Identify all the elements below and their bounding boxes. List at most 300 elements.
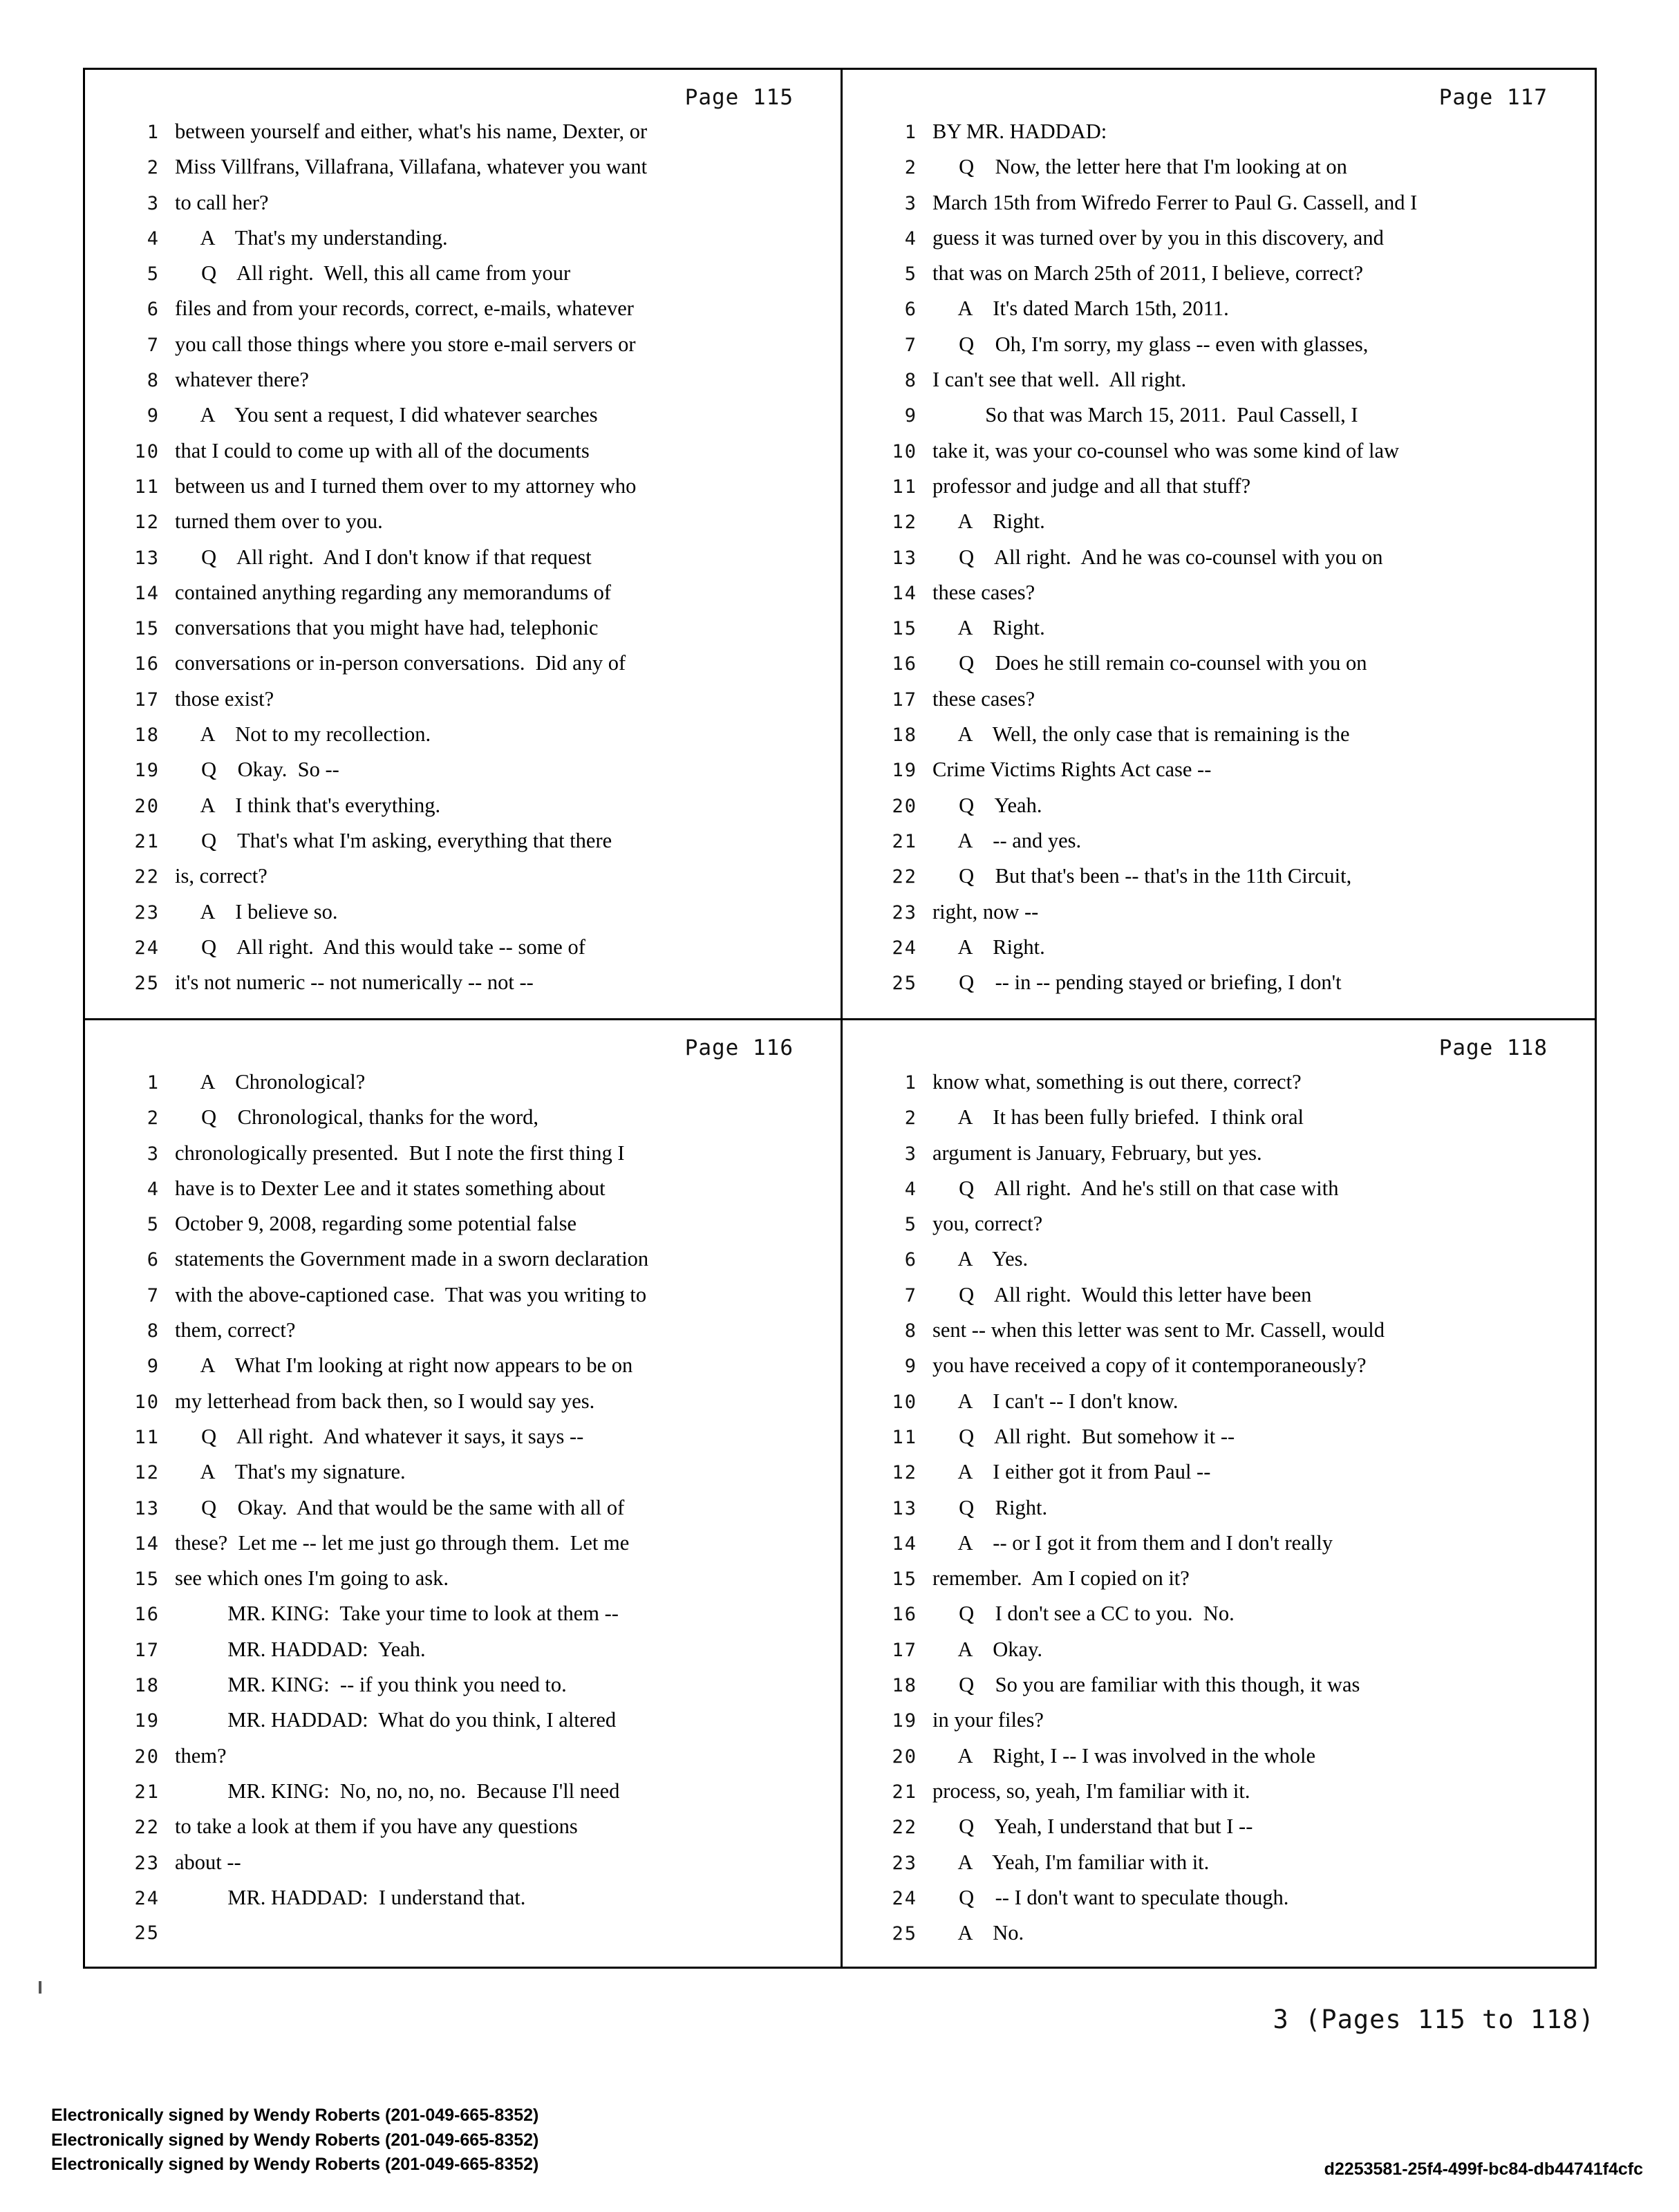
- transcript-line: [843, 263, 1595, 298]
- transcript-line: [85, 1709, 841, 1745]
- transcript-line: [85, 1107, 841, 1142]
- line-text: Q So you are familiar with this though, it was: [932, 1673, 1360, 1697]
- line-number: 23: [892, 901, 917, 924]
- line-number: 6: [904, 299, 917, 321]
- line-text: professor and judge and all that stuff?: [932, 474, 1251, 498]
- line-text: Q -- in -- pending stayed or briefing, I don't: [932, 971, 1342, 995]
- line-number: 8: [147, 370, 160, 392]
- line-number: 8: [904, 370, 917, 392]
- line-number: 17: [892, 688, 917, 711]
- line-text: is, correct?: [175, 864, 268, 888]
- line-number: 22: [134, 866, 160, 888]
- transcript-line: [843, 227, 1595, 263]
- line-text: A No.: [932, 1921, 1024, 1945]
- line-text: whatever there?: [175, 368, 309, 392]
- page-number-heading: Page 117: [1438, 85, 1548, 110]
- line-text: to take a look at them if you have any questions: [175, 1815, 578, 1839]
- line-text: Q All right. Well, this all came from your: [175, 261, 571, 285]
- transcript-line: [85, 901, 841, 937]
- transcript-line: [85, 1391, 841, 1426]
- line-text: Q Yeah.: [932, 793, 1042, 817]
- line-text: March 15th from Wifredo Ferrer to Paul G. Cassell, and I: [932, 190, 1418, 214]
- transcript-line: [843, 865, 1595, 901]
- line-number: 18: [134, 1675, 160, 1697]
- line-number: 19: [892, 1710, 917, 1732]
- line-number: 4: [147, 1178, 160, 1200]
- line-text: MR. KING: -- if you think you need to.: [175, 1673, 567, 1697]
- page-range-footer: 3 (Pages 115 to 118): [1273, 2005, 1595, 2034]
- line-number: 24: [134, 937, 160, 959]
- transcript-line: [85, 121, 841, 156]
- transcript-line: [843, 1852, 1595, 1887]
- line-number: 1: [147, 122, 160, 143]
- transcript-line: [843, 1107, 1595, 1142]
- line-number: 3: [147, 1143, 160, 1165]
- line-number: 18: [134, 724, 160, 747]
- line-number: 4: [904, 227, 917, 250]
- line-number: 12: [134, 1462, 160, 1484]
- transcript-line: [85, 1887, 841, 1922]
- transcript-line: [843, 582, 1595, 617]
- transcript-line: [85, 688, 841, 724]
- page-number-heading: Page 115: [684, 85, 794, 110]
- line-number: 9: [904, 1356, 917, 1378]
- line-number: 25: [134, 973, 160, 995]
- line-text: MR. HADDAD: What do you think, I altered: [175, 1708, 617, 1732]
- line-text: Q But that's been -- that's in the 11th Circuit,: [932, 864, 1352, 888]
- line-text: October 9, 2008, regarding some potential false: [175, 1212, 577, 1236]
- line-text: Q Chronological, thanks for the word,: [175, 1105, 539, 1130]
- transcript-line: [843, 1816, 1595, 1851]
- line-text: argument is January, February, but yes.: [932, 1141, 1262, 1165]
- line-number: 14: [892, 1533, 917, 1555]
- signature-line: Electronically signed by Wendy Roberts (201-049-665-8352): [51, 2106, 539, 2125]
- transcript-line: [85, 369, 841, 404]
- line-number: 6: [147, 1249, 160, 1271]
- line-text: Q -- I don't want to speculate though.: [932, 1885, 1289, 1909]
- line-number: 5: [904, 263, 917, 285]
- transcript-line: [843, 1178, 1595, 1213]
- line-text: conversations that you might have had, telephonic: [175, 616, 599, 640]
- line-text: A Not to my recollection.: [175, 722, 431, 747]
- page-number-heading: Page 118: [1438, 1035, 1548, 1060]
- transcript-page-116: [85, 1020, 841, 1969]
- line-number: 1: [904, 1072, 917, 1094]
- line-text: contained anything regarding any memorandums of: [175, 580, 611, 604]
- line-number: 17: [892, 1639, 917, 1661]
- edge-mark: [39, 1981, 41, 1994]
- transcript-line: [85, 227, 841, 263]
- line-text: Q Okay. And that would be the same with all of: [175, 1495, 625, 1519]
- transcript-line: [85, 1248, 841, 1284]
- line-number: 9: [147, 405, 160, 427]
- line-number: 8: [147, 1320, 160, 1342]
- line-text: files and from your records, correct, e-mails, whatever: [175, 297, 634, 321]
- line-text: them, correct?: [175, 1318, 296, 1342]
- transcript-page-117: [843, 70, 1595, 1018]
- transcript-line: [843, 1391, 1595, 1426]
- transcript-line: [843, 653, 1595, 688]
- transcript-line: [85, 1639, 841, 1674]
- line-number: 10: [134, 1391, 160, 1413]
- line-text: Q Okay. So --: [175, 758, 339, 782]
- line-text: remember. Am I copied on it?: [932, 1566, 1190, 1591]
- line-number: 21: [134, 1781, 160, 1803]
- line-number: 9: [147, 1356, 160, 1378]
- transcript-line: [85, 156, 841, 191]
- transcript-line: [843, 1568, 1595, 1603]
- line-number: 10: [134, 440, 160, 462]
- line-text: take it, was your co-counsel who was some kind of law: [932, 438, 1400, 462]
- transcript-line: [843, 1674, 1595, 1709]
- transcript-line: [843, 1603, 1595, 1638]
- line-text: that I could to come up with all of the documents: [175, 438, 590, 462]
- line-number: 13: [134, 1497, 160, 1519]
- transcript-line: [85, 1603, 841, 1638]
- line-number: 14: [134, 1533, 160, 1555]
- line-number: 3: [904, 1143, 917, 1165]
- transcript-line: [843, 688, 1595, 724]
- line-text: A -- or I got it from them and I don't really: [932, 1530, 1333, 1555]
- line-number: 7: [904, 1284, 917, 1306]
- line-number: 18: [892, 724, 917, 747]
- line-text: Q That's what I'm asking, everything that there: [175, 828, 612, 852]
- line-number: 15: [892, 618, 917, 640]
- transcript-line: [85, 1461, 841, 1497]
- line-number: 17: [134, 1639, 160, 1661]
- transcript-line: [85, 1355, 841, 1390]
- line-text: with the above-captioned case. That was you writing to: [175, 1282, 647, 1306]
- transcript-line: [85, 511, 841, 546]
- line-text: guess it was turned over by you in this discovery, and: [932, 225, 1384, 250]
- transcript-line: [85, 1071, 841, 1107]
- line-text: Q All right. And this would take -- some of: [175, 935, 585, 959]
- line-text: A Okay.: [932, 1637, 1042, 1661]
- transcript-line: [85, 582, 841, 617]
- transcript-line: [843, 1071, 1595, 1107]
- line-text: sent -- when this letter was sent to Mr. Cassell, would: [932, 1318, 1385, 1342]
- transcript-line: [843, 1922, 1595, 1958]
- line-number: 1: [147, 1072, 160, 1094]
- line-number: 1: [904, 122, 917, 143]
- line-text: Crime Victims Rights Act case --: [932, 758, 1212, 782]
- transcript-line: [85, 1781, 841, 1816]
- line-text: Q Does he still remain co-counsel with you on: [932, 651, 1367, 675]
- line-text: in your files?: [932, 1708, 1044, 1732]
- line-number: 2: [904, 157, 917, 179]
- line-text: Q All right. But somehow it --: [932, 1424, 1235, 1448]
- transcript-line: [85, 1178, 841, 1213]
- line-text: them?: [175, 1743, 227, 1768]
- line-text: Q All right. And I don't know if that request: [175, 545, 592, 569]
- line-number: 5: [904, 1214, 917, 1236]
- line-text: MR. KING: No, no, no, no. Because I'll need: [175, 1779, 620, 1803]
- line-number: 2: [147, 1107, 160, 1130]
- line-text: between us and I turned them over to my attorney who: [175, 474, 637, 498]
- line-number: 7: [147, 1284, 160, 1306]
- line-text: you have received a copy of it contemporaneously?: [932, 1353, 1367, 1378]
- line-text: these cases?: [932, 686, 1035, 711]
- line-text: A I think that's everything.: [175, 793, 441, 817]
- line-text: A That's my understanding.: [175, 225, 448, 250]
- line-number: 22: [134, 1817, 160, 1839]
- line-number: 13: [134, 547, 160, 569]
- transcript-line: [843, 1530, 1595, 1568]
- transcript-line: [843, 476, 1595, 511]
- transcript-line: [85, 972, 841, 1007]
- transcript-line: [843, 192, 1595, 227]
- line-text: Q All right. And he was co-counsel with you on: [932, 545, 1383, 569]
- line-number: 23: [134, 901, 160, 924]
- line-text: Q I don't see a CC to you. No.: [932, 1602, 1235, 1626]
- transcript-line: [85, 334, 841, 369]
- transcript-line: [85, 192, 841, 227]
- line-list: [843, 121, 1595, 1007]
- transcript-line: [85, 653, 841, 688]
- transcript-line: [843, 972, 1595, 1007]
- transcript-line: [843, 759, 1595, 794]
- line-text: BY MR. HADDAD:: [932, 120, 1107, 143]
- transcript-line: [843, 724, 1595, 759]
- line-number: 3: [147, 192, 160, 214]
- line-text: Q All right. And he's still on that case with: [932, 1176, 1339, 1200]
- line-number: 21: [134, 830, 160, 852]
- line-text: MR. KING: Take your time to look at them --: [175, 1602, 619, 1626]
- line-number: 12: [892, 1462, 917, 1484]
- line-number: 22: [892, 866, 917, 888]
- line-text: statements the Government made in a sworn declaration: [175, 1247, 649, 1271]
- line-number: 19: [134, 1710, 160, 1732]
- line-number: 21: [892, 1781, 917, 1803]
- line-number: 2: [147, 157, 160, 179]
- transcript-line: [85, 1320, 841, 1355]
- transcript-line: [843, 830, 1595, 865]
- transcript-line: [85, 1816, 841, 1851]
- line-text: Q Now, the letter here that I'm looking at on: [932, 155, 1347, 179]
- transcript-page-115: [85, 70, 841, 1018]
- line-text: Q Right.: [932, 1495, 1048, 1519]
- line-number: 13: [892, 1497, 917, 1519]
- line-number: 16: [892, 1604, 917, 1626]
- line-text: have is to Dexter Lee and it states something about: [175, 1176, 606, 1200]
- line-text: those exist?: [175, 686, 274, 711]
- transcript-line: [85, 795, 841, 830]
- transcript-line: [85, 476, 841, 511]
- line-number: 24: [134, 1887, 160, 1909]
- transcript-line: [843, 1213, 1595, 1248]
- transcript-line: [843, 156, 1595, 191]
- transcript-line: [843, 1781, 1595, 1816]
- transcript-line: [843, 1461, 1595, 1497]
- line-number: 17: [134, 688, 160, 711]
- line-number: 5: [147, 1214, 160, 1236]
- line-number: 15: [134, 1568, 160, 1591]
- transcript-line: [843, 795, 1595, 830]
- line-list: [843, 1071, 1595, 1958]
- line-text: between yourself and either, what's his name, Dexter, or: [175, 120, 648, 143]
- line-number: 7: [904, 334, 917, 356]
- line-text: that was on March 25th of 2011, I believe, correct?: [932, 261, 1364, 285]
- line-text: conversations or in-person conversations. Did any of: [175, 651, 626, 675]
- line-number: 6: [904, 1249, 917, 1271]
- line-text: A I can't -- I don't know.: [932, 1389, 1179, 1413]
- line-text: A Right.: [932, 616, 1045, 640]
- line-text: MR. HADDAD: I understand that.: [175, 1885, 526, 1909]
- line-text: Q All right. Would this letter have been: [932, 1282, 1312, 1306]
- line-text: A That's my signature.: [175, 1460, 406, 1484]
- transcript-line: [843, 1143, 1595, 1178]
- page-number-heading: Page 116: [684, 1035, 794, 1060]
- line-number: 2: [904, 1107, 917, 1130]
- line-number: 14: [134, 582, 160, 604]
- line-number: 4: [904, 1178, 917, 1200]
- line-number: 18: [892, 1675, 917, 1697]
- transcript-line: [85, 1568, 841, 1603]
- line-text: Q Yeah, I understand that but I --: [932, 1815, 1253, 1839]
- line-text: about --: [175, 1850, 241, 1874]
- line-number: 3: [904, 192, 917, 214]
- transcript-line: [843, 511, 1595, 546]
- line-text: my letterhead from back then, so I would say yes.: [175, 1389, 595, 1413]
- transcript-line: [85, 404, 841, 440]
- line-text: you, correct?: [932, 1212, 1043, 1236]
- line-text: these cases?: [932, 580, 1035, 604]
- line-number: 15: [892, 1568, 917, 1591]
- line-number: 8: [904, 1320, 917, 1342]
- transcript-line: [85, 1213, 841, 1248]
- transcript-line: [843, 901, 1595, 937]
- transcript-line: [843, 404, 1595, 440]
- electronic-signature-block: [51, 2103, 538, 2177]
- line-number: 12: [134, 512, 160, 534]
- line-number: 5: [147, 263, 160, 285]
- line-text: know what, something is out there, correct?: [932, 1070, 1302, 1094]
- line-number: 20: [134, 1745, 160, 1768]
- transcript-line: [85, 547, 841, 582]
- line-number: 12: [892, 512, 917, 534]
- line-number: 22: [892, 1817, 917, 1839]
- line-text: process, so, yeah, I'm familiar with it.: [932, 1779, 1250, 1803]
- transcript-line: [85, 440, 841, 476]
- transcript-page-118: [843, 1020, 1595, 1969]
- transcript-line: [843, 1745, 1595, 1781]
- line-number: 11: [134, 1426, 160, 1448]
- line-number: 9: [904, 405, 917, 427]
- transcript-line: [85, 1674, 841, 1709]
- line-number: 25: [892, 1923, 917, 1945]
- signature-line: Electronically signed by Wendy Roberts (201-049-665-8352): [51, 2130, 539, 2150]
- line-text: MR. HADDAD: Yeah.: [175, 1637, 426, 1661]
- transcript-line: [85, 1745, 841, 1781]
- line-text: Miss Villfrans, Villafrana, Villafana, whatever you want: [175, 155, 648, 179]
- transcript-line: [843, 1248, 1595, 1284]
- line-text: A Right.: [932, 509, 1045, 534]
- line-text: A -- and yes.: [932, 828, 1082, 852]
- line-number: 16: [134, 653, 160, 675]
- line-text: these? Let me -- let me just go through them. Let me: [175, 1530, 630, 1555]
- line-list: [85, 1071, 841, 1958]
- line-number: 21: [892, 830, 917, 852]
- line-number: 20: [134, 795, 160, 817]
- line-number: 13: [892, 547, 917, 569]
- line-text: So that was March 15, 2011. Paul Cassell, I: [932, 403, 1358, 427]
- transcript-line: [843, 1497, 1595, 1533]
- line-number: 15: [134, 618, 160, 640]
- line-text: A Yeah, I'm familiar with it.: [932, 1850, 1210, 1874]
- line-number: 20: [892, 795, 917, 817]
- transcript-line: [85, 759, 841, 794]
- transcript-line: [85, 1497, 841, 1533]
- line-number: 11: [892, 476, 917, 498]
- line-number: 11: [134, 476, 160, 498]
- transcript-line: [843, 1887, 1595, 1922]
- line-number: 24: [892, 937, 917, 959]
- transcript-line: [843, 1284, 1595, 1320]
- transcript-line: [843, 1639, 1595, 1674]
- line-text: A I either got it from Paul --: [932, 1460, 1211, 1484]
- line-text: to call her?: [175, 190, 269, 214]
- line-number: 10: [892, 1391, 917, 1413]
- transcript-line: [843, 440, 1595, 476]
- transcript-line: [85, 263, 841, 298]
- line-number: 16: [892, 653, 917, 675]
- signature-line: Electronically signed by Wendy Roberts (201-049-665-8352): [51, 2155, 539, 2174]
- line-text: right, now --: [932, 899, 1039, 924]
- transcript-line: [85, 1426, 841, 1461]
- transcript-line: [85, 830, 841, 865]
- line-number: 25: [892, 973, 917, 995]
- line-text: A Right.: [932, 935, 1045, 959]
- line-text: A Right, I -- I was involved in the whole: [932, 1743, 1316, 1768]
- transcript-line: [843, 1320, 1595, 1355]
- transcript-line: [85, 617, 841, 653]
- line-text: see which ones I'm going to ask.: [175, 1566, 449, 1591]
- transcript-line: [843, 369, 1595, 404]
- line-number: 4: [147, 227, 160, 250]
- line-text: turned them over to you.: [175, 509, 383, 534]
- line-text: A It's dated March 15th, 2011.: [932, 297, 1229, 321]
- line-number: 7: [147, 334, 160, 356]
- line-number: 24: [892, 1887, 917, 1909]
- line-text: Q All right. And whatever it says, it says --: [175, 1424, 584, 1448]
- line-text: A What I'm looking at right now appears to be on: [175, 1353, 633, 1378]
- transcript-line: [85, 1143, 841, 1178]
- line-number: 19: [892, 760, 917, 782]
- line-number: 11: [892, 1426, 917, 1448]
- line-text: A It has been fully briefed. I think oral: [932, 1105, 1304, 1130]
- line-text: Q Oh, I'm sorry, my glass -- even with glasses,: [932, 332, 1369, 356]
- line-text: A You sent a request, I did whatever searches: [175, 403, 598, 427]
- line-text: A Yes.: [932, 1247, 1029, 1271]
- line-number: 16: [134, 1604, 160, 1626]
- transcript-line: [85, 1922, 841, 1958]
- line-number: 6: [147, 299, 160, 321]
- line-text: you call those things where you store e-mail servers or: [175, 332, 636, 356]
- line-text: A Chronological?: [175, 1070, 366, 1094]
- line-number: 10: [892, 440, 917, 462]
- transcript-line: [85, 1530, 841, 1568]
- line-list: [85, 121, 841, 1007]
- line-number: 25: [134, 1922, 160, 1944]
- line-number: 20: [892, 1745, 917, 1768]
- line-text: it's not numeric -- not numerically -- not --: [175, 971, 534, 995]
- transcript-line: [843, 937, 1595, 972]
- line-text: A I believe so.: [175, 899, 338, 924]
- transcript-line: [843, 334, 1595, 369]
- transcript-line: [843, 121, 1595, 156]
- transcript-line: [85, 865, 841, 901]
- transcript-line: [843, 1709, 1595, 1745]
